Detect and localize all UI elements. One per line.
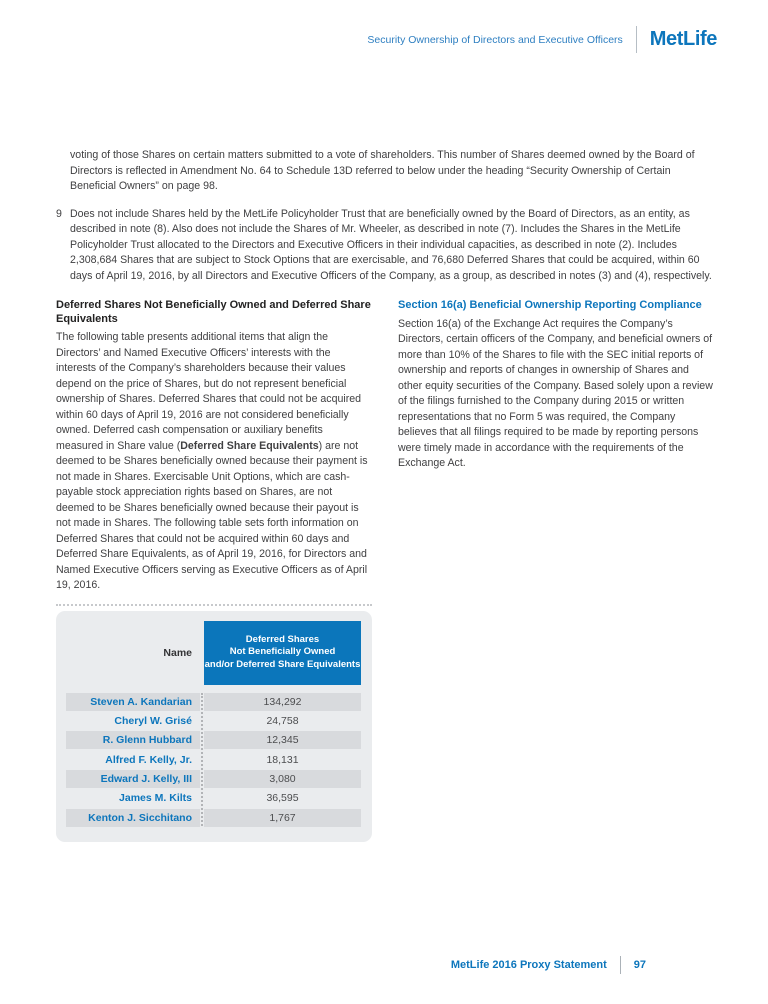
table-row [66, 809, 361, 827]
row-value: 36,595 [266, 792, 299, 805]
row-value: 3,080 [204, 770, 361, 788]
table-row [66, 789, 361, 807]
footer-divider [620, 956, 621, 974]
table-top-rule [56, 604, 372, 606]
row-value: 12,345 [204, 731, 361, 749]
row-name: Kenton J. Sicchitano [66, 809, 200, 827]
row-name: Edward J. Kelly, III [66, 770, 200, 788]
row-value: 24,758 [266, 714, 299, 727]
row-value: 134,292 [204, 693, 361, 711]
table-header-value-line: Deferred Shares [245, 633, 320, 645]
two-column-section [56, 299, 714, 842]
table-row [66, 712, 361, 730]
deferred-shares-paragraph [56, 330, 372, 594]
footnote-continuation-paragraph: voting of those Shares on certain matters submitted to a vote of shareholders. This number of Shares deemed owned by the Board of Directors is reflected in Amendment No. 64 to Schedule 13D referred to below under the heading “Security Ownership of Certain Beneficial Owners” on page 98. [70, 149, 695, 192]
deferred-shares-text-pre: The following table presents additional items that align the Directors’ and Named Executive Officers’ interests with the interests of the Company’s shareholders because their values depend on the price of Shares, but do not represent beneficial ownership of Shares. Deferred Shares that could not be acquired within 60 days of April 19, 2016 are not considered beneficially owned. Deferred cash compensation or auxiliary benefits measured in Share value ( [56, 331, 362, 452]
table-column-divider [201, 693, 203, 826]
section-16a-heading: Section 16(a) Beneficial Ownership Reporting Compliance [398, 299, 702, 311]
deferred-shares-table [56, 611, 372, 842]
row-name: Alfred F. Kelly, Jr. [105, 753, 192, 766]
table-row [66, 751, 361, 769]
header-divider [636, 26, 637, 53]
table-header-value [204, 621, 361, 685]
right-column [398, 299, 714, 842]
table-body [66, 693, 361, 827]
row-name: R. Glenn Hubbard [66, 731, 200, 749]
footnote-9 [56, 207, 714, 285]
footer-document-title: MetLife 2016 Proxy Statement [450, 959, 607, 971]
footer-page-number: 97 [633, 959, 646, 971]
row-value: 18,131 [266, 753, 299, 766]
left-column [56, 299, 372, 842]
row-name: James M. Kilts [119, 792, 192, 805]
page-footer [451, 956, 646, 974]
row-name: Steven A. Kandarian [66, 693, 200, 711]
table-row [66, 693, 361, 711]
deferred-shares-text-post: ) are not deemed to be Shares beneficially owned because their payment is not made in Shares. Exercisable Unit Options, which are cash-payable stock appreciation rights based on Shares, are not deemed to be Shares beneficially owned because their payout is not made in Shares. The following table sets forth information on Deferred Shares that could not be acquired within 60 days and Deferred Share Equivalents, as of April 19, 2016, for Directors and Named Executive Officers serving as Executive Officers as of April 19, 2016. [56, 439, 368, 591]
table-header-name: Name [163, 646, 192, 659]
footnote-9-text: Does not include Shares held by the MetLife Policyholder Trust that are beneficially owned by the Board of Directors, as an entity, as described in note (8). Also does not include the Shares of Mr. Wheeler, as described in note (7). Includes the Shares in the MetLife Policyholder Trust allocated to the Directors and Executive Officers in their individual capacities, as described in note (2). Includes 2,308,684 Shares that are subject to Stock Options that are exercisable, and 76,680 Deferred Shares that could be acquired, within 60 days of April 19, 2016, by all Directors and Executive Officers of the Company, as a group, as described in notes (3) and (4), respectively. [70, 207, 712, 282]
table-row [66, 770, 361, 788]
metlife-logo: MetLife [649, 28, 717, 50]
header-section-title: Security Ownership of Directors and Executive Officers [367, 33, 623, 46]
table-row [66, 731, 361, 749]
deferred-share-equivalents-term: Deferred Share Equivalents [180, 439, 319, 452]
table-header-row [66, 621, 361, 685]
row-value: 1,767 [204, 809, 361, 827]
page-content [56, 148, 714, 842]
row-name: Cheryl W. Grisé [114, 714, 192, 727]
deferred-shares-heading: Deferred Shares Not Beneficially Owned and Deferred Share Equivalents [56, 299, 371, 325]
page-header [367, 26, 717, 53]
section-16a-paragraph: Section 16(a) of the Exchange Act requires the Company’s Directors, certain officers of the Company, and beneficial owners of more than 10% of the Shares to file with the SEC initial reports of ownership and reports of changes in ownership of Shares and other equity securities of the Company. Based solely upon a review of the filings furnished to the Company during 2015 or written representations that no Form 5 was required, the Company believes that all filings required to be made by reporting persons were timely made in accordance with the requirements of the Exchange Act. [398, 317, 713, 469]
table-header-value-line: Not Beneficially Owned [229, 646, 336, 658]
footnote-9-number: 9 [56, 207, 62, 220]
table-header-value-line: and/or Deferred Share Equivalents [204, 658, 361, 670]
